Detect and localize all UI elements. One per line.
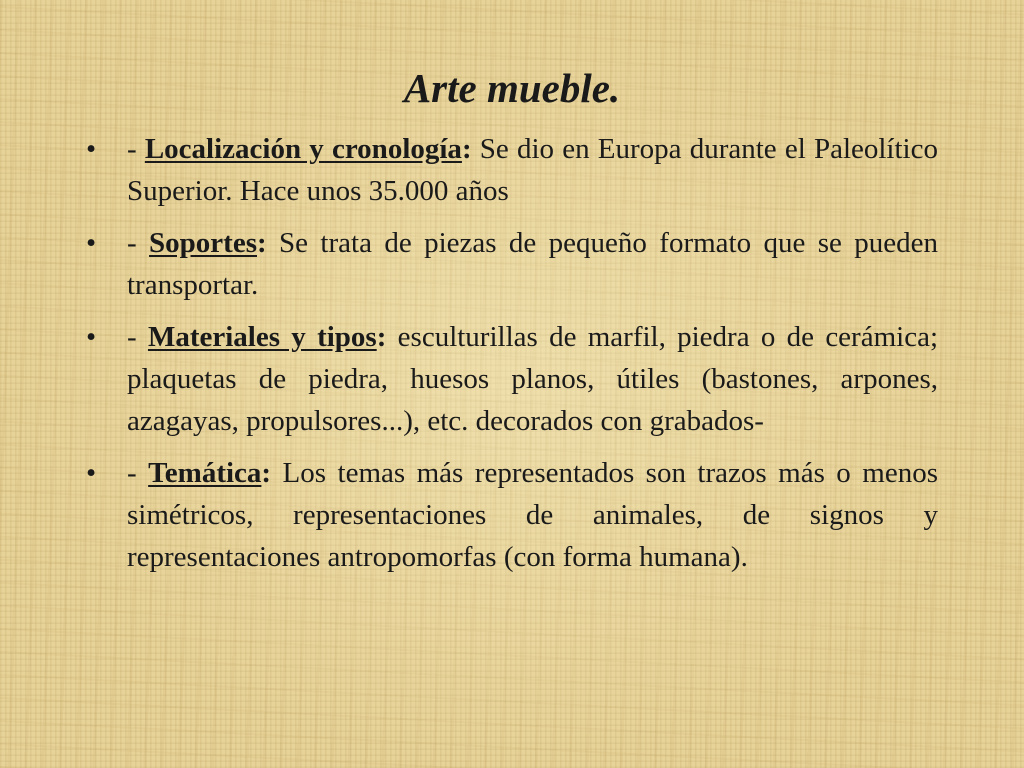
bullet-text <box>127 321 938 437</box>
bullet-prefix: - <box>127 321 148 353</box>
bullet-icon: • <box>86 133 97 165</box>
bullet-body: Se dio en Europa durante el Paleolítico Superior. Hace unos 35.000 años <box>127 133 938 207</box>
slide-title: Arte mueble. <box>403 65 621 111</box>
bullet-colon: : <box>257 227 267 259</box>
bullet-body: esculturillas de marfil, piedra o de cerámica; plaquetas de piedra, huesos planos, útiles (bastones, arpones, azagayas, propulsores...), etc. decorados con grabados- <box>127 321 939 437</box>
bullet-item-soportes <box>82 222 938 306</box>
bullet-colon: : <box>376 321 387 353</box>
bullet-text <box>127 227 938 301</box>
bullet-prefix: - <box>127 457 149 489</box>
bullet-term: Localización y cronología <box>144 133 462 165</box>
bullet-term: Soportes <box>149 227 257 259</box>
bullet-item-localizacion <box>82 128 938 212</box>
bullet-prefix: - <box>127 227 150 259</box>
bullet-prefix: - <box>127 133 145 165</box>
bullet-list <box>82 128 938 588</box>
bullet-term: Temática <box>148 457 262 489</box>
bullet-text <box>127 457 938 573</box>
bullet-icon: • <box>86 457 97 489</box>
bullet-colon: : <box>261 457 272 489</box>
bullet-text <box>127 133 938 207</box>
bullet-colon: : <box>461 133 472 165</box>
bullet-body: Los temas más representados son trazos más o menos simétricos, representaciones de animales, de signos y representaciones antropomorfas (con forma humana). <box>127 457 938 573</box>
bullet-item-materiales <box>82 316 938 442</box>
bullet-item-tematica <box>82 452 938 578</box>
bullet-icon: • <box>86 321 97 353</box>
bullet-term: Materiales y tipos <box>147 321 377 353</box>
bullet-body: Se trata de piezas de pequeño formato que se pueden transportar. <box>127 227 938 301</box>
bullet-icon: • <box>86 227 97 259</box>
